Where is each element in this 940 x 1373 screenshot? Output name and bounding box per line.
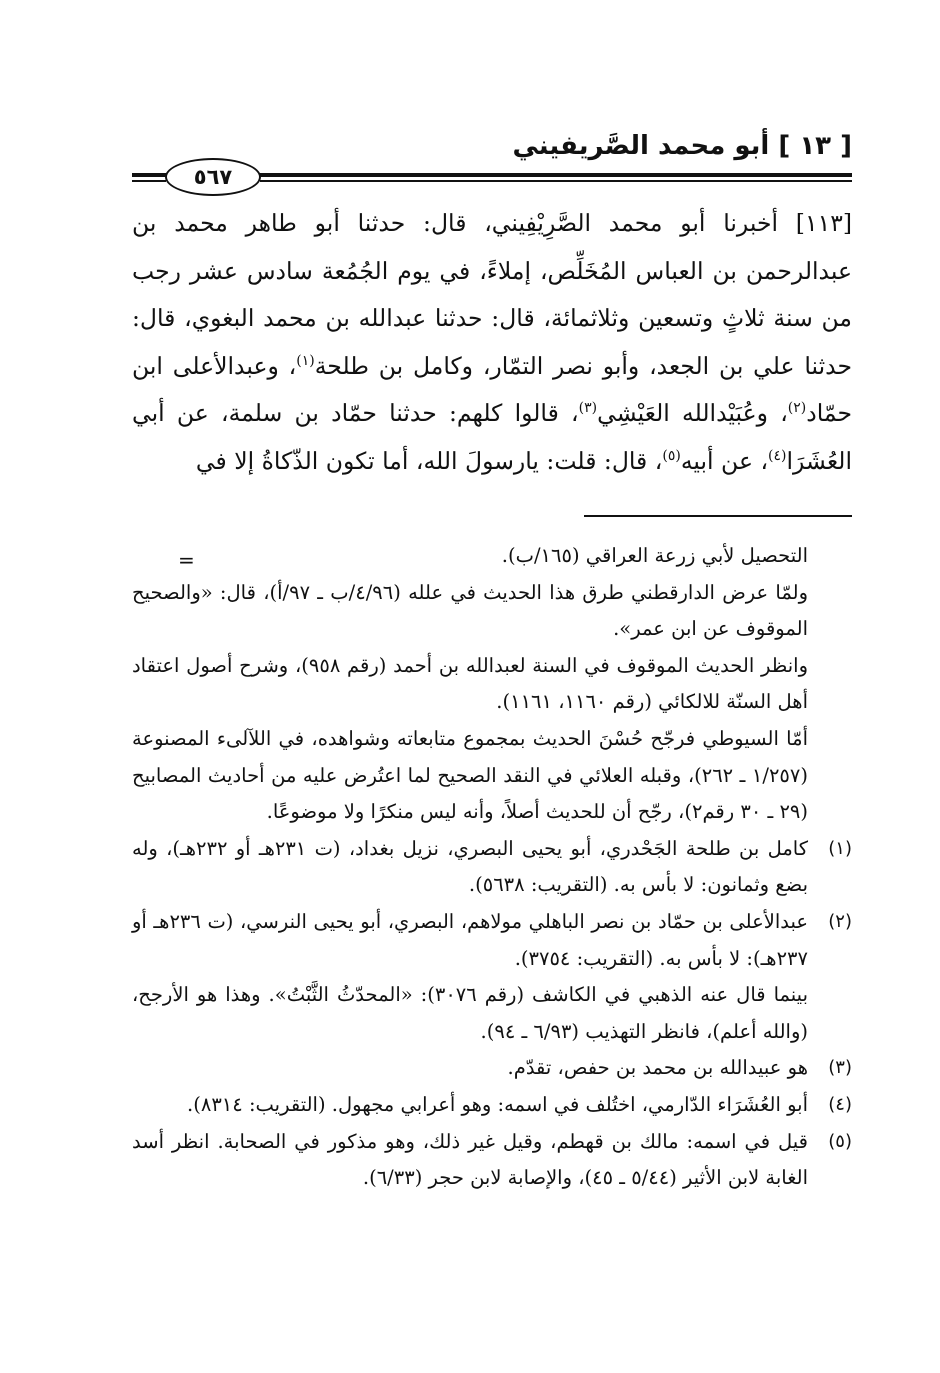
main-text-segment: ، قال: قلت: يارسولَ الله، أما تكون الذّكاةُ إلا في — [195, 446, 663, 475]
footnote-number: (١) — [828, 837, 852, 859]
footnote-3 — [132, 1050, 852, 1087]
footnote-number: (٤) — [828, 1093, 852, 1115]
main-text-segment: ، قالوا كلهم: حدثنا حمّاد بن سلمة، عن أبي العُشَرَا — [132, 399, 852, 475]
running-head: [ ١٣ ] أبو محمد الصَّريفيني — [512, 131, 852, 161]
footnote-4 — [132, 1087, 852, 1124]
main-text-segment: ، عن أبيه — [680, 446, 769, 475]
footnote-number: (٣) — [828, 1057, 852, 1079]
page-number: ٥٦٧ — [165, 158, 261, 196]
footnote-paragraph: أبو العُشَرَاء الدّارمي، اختُلف في اسمه: وهو أعرابي مجهول. (التقريب: ٨٣١٤). — [187, 1092, 808, 1116]
footnote-paragraph: وانظر الحديث الموقوف في السنة لعبدالله بن أحمد (رقم ٩٥٨)، وشرح أصول اعتقاد أهل السنّة للالكائي (رقم ١١٦٠، ١١٦١). — [132, 653, 809, 714]
footnote-paragraph: التحصيل لأبي زرعة العراقي (١٦٥/ب). — [501, 544, 808, 567]
footnote-paragraph: ولمّا عرض الدارقطني طرق هذا الحديث في علله (٤/٩٦/ب ـ ٩٧/أ)، قال: «والصحيح الموقوف عن ابن عمر». — [132, 580, 808, 641]
footnote-continued — [132, 538, 852, 831]
footnote-paragraph: بينما قال عنه الذهبي في الكاشف (رقم ٣٠٧٦): «المحدّثُ الثَّبْتُ». وهذا هو الأرجح، (والله أعلم)، فانظر التهذيب (٦/٩٣ ـ ٩٤). — [132, 983, 808, 1043]
footnote-paragraph: عبدالأعلى بن حمّاد بن نصر الباهلي مولاهم، البصري، أبو يحيى النرسي، (ت ٢٣٦هـ أو ٢٣٧هـ): لا بأس به. (التقريب: ٣٧٥٤). — [132, 909, 808, 970]
footnote-paragraph: هو عبيدالله بن محمد بن حفص، تقدّم. — [507, 1056, 808, 1080]
main-text-segment: [١١٣] أخبرنا أبو محمد الصَّرِيْفِيني، قال: حدثنا أبو طاهر محمد بن عبدالرحمن بن العباس المُخَلِّص، إملاءً، في يوم الجُمُعة سادس عشر رجب من سنة ثلاثٍ وتسعين وثلاثمائة، قال: حدثنا عبدالله بن محمد البغوي، قال: حدثنا علي بن الجعد، وأبو نصر التمّار، وكامل بن طلحة — [132, 209, 852, 380]
main-text — [132, 200, 852, 485]
footnote-1 — [132, 831, 852, 904]
footnotes — [132, 538, 852, 1197]
footnote-marker: (١) — [296, 352, 315, 369]
footnote-marker: (٣) — [578, 400, 598, 417]
header-rule-right — [260, 173, 852, 182]
footnote-marker: (٢) — [787, 400, 807, 417]
footnote-divider — [584, 515, 852, 517]
footnote-number: (٢) — [828, 910, 852, 932]
footnote-5 — [132, 1124, 852, 1197]
footnote-paragraph: كامل بن طلحة الجَحْدري، أبو يحيى البصري، نزيل بغداد، (ت ٢٣١هـ أو ٢٣٢هـ)، وله بضع وثمانون: لا بأس به. (التقريب: ٥٦٣٨). — [132, 836, 809, 897]
footnote-marker: (٥) — [662, 447, 681, 464]
main-text-segment: ، وعُبَيْدالله العَيْشِي — [597, 399, 788, 427]
footnote-paragraph: أمّا السيوطي فرجّح حُسْنَ الحديث بمجموع متابعاته وشواهده، في اللآلىء المصنوعة (١/٢٥٧ ـ ٢٦٢)، وقبله العلائي في النقد الصحيح لما اعتُرض عليه من أحاديث المصابيح (٢٩ ـ ٣٠ رقم٢)، رجّح أن للحديث أصلاً، وأنه ليس منكرًا ولا موضوعًا. — [132, 726, 808, 824]
header-rule-left — [132, 173, 166, 182]
footnote-marker: (٤) — [768, 447, 787, 464]
footnote-2 — [132, 904, 852, 1050]
footnote-paragraph: قيل في اسمه: مالك بن قهطم، وقيل غير ذلك، وهو مذكور في الصحابة. انظر أسد الغابة لابن الأثير (٥/٤٤ ـ ٤٥)، والإصابة لابن حجر (٦/٣٣). — [132, 1129, 808, 1190]
footnote-number: (٥) — [828, 1130, 852, 1152]
footnote-continuation-mark: = — [178, 548, 195, 572]
main-text-segment: ، وعبدالأعلى ابن حمّاد — [132, 351, 852, 427]
